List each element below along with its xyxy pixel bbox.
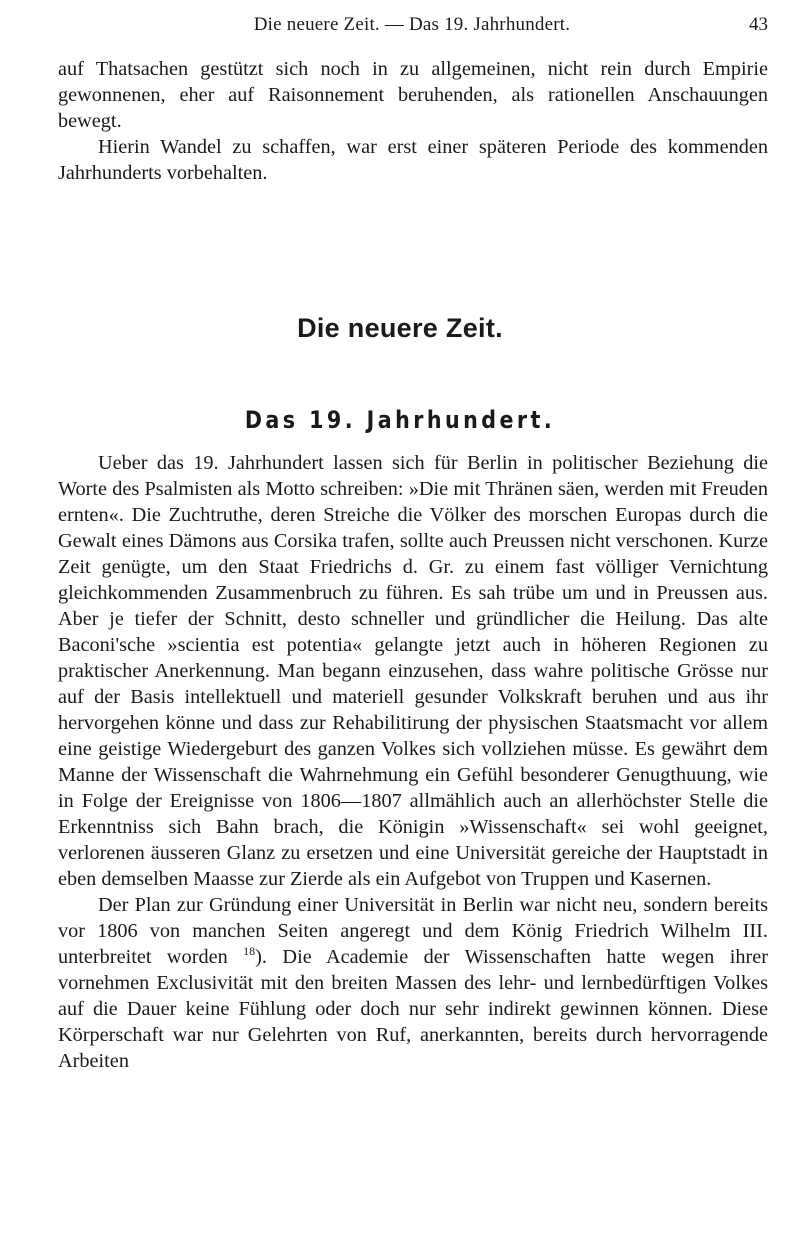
body-text	[58, 450, 768, 1074]
running-title: Die neuere Zeit. — Das 19. Jahrhundert.	[253, 14, 571, 35]
running-head	[56, 14, 768, 40]
section-subtitle: Das 19. Jahrhundert.	[244, 406, 556, 434]
section-title: Die neuere Zeit.	[297, 313, 503, 343]
intro-paragraph-1: auf Thatsachen gestützt sich noch in zu allgemeinen, nicht rein durch Empirie gewonnenen, eher auf Raisonnement beruhenden, als rationellen Anschauungen bewegt.	[58, 58, 768, 132]
body-paragraph-2-rest: ). Die Academie der Wissenschaften hatte wegen ihrer vornehmen Exclusivität mit den breiten Massen des lehr- und lernbedürftigen Volkes auf die Dauer keine Fühlung oder doch nur sehr indirekt gewinnen können. Diese Körperschaft war nur Gelehrten von Ruf, anerkannten, bereits durch hervorragende Arbeiten	[58, 946, 768, 1072]
body-paragraph-1: Ueber das 19. Jahrhundert lassen sich für Berlin in politischer Beziehung die Worte des Psalmisten als Motto schreiben: »Die mit Thränen säen, werden mit Freuden ernten«. Die Zuchtruthe, deren Streiche die Völker des morschen Europas durch die Gewalt eines Dämons aus Corsika trafen, sollte auch Preussen nicht verschonen. Kurze Zeit genügte, um den Staat Friedrichs d. Gr. zu einem fast völliger Vernichtung gleichkommenden Zusammenbruch zu führen. Es sah trübe um und in Preussen aus. Aber je tiefer der Schnitt, desto schneller und gründlicher die Heilung. Das alte Baconi'sche »scientia est potentia« gelangte jetzt auch in höheren Regionen zu praktischer Anerkennung. Man begann einzusehen, dass wahre politische Grösse nur auf der Basis intellektuell und materiell gesunder Volkskraft beruhen und aus ihr hervorgehen könne und dass zur Rehabilitirung der physischen Staatsmacht vor allem eine geistige Wiedergeburt des ganzen Volkes sich vollziehen müsse. Es gewährt dem Manne der Wissenschaft die Wahrnehmung ein Gefühl besonderer Genugthuung, wie in Folge der Ereignisse von 1806—1807 allmählich auch an allerhöchster Stelle die Erkenntniss sich Bahn brach, die Königin »Wissenschaft« sei wohl geeignet, verlorenen äusseren Glanz zu ersetzen und eine Universität gereiche der Hauptstadt in eben demselben Maasse zur Zierde als ein Aufgebot von Truppen und Kasernen.	[58, 452, 768, 890]
footnote-marker[interactable]: 18	[243, 944, 256, 958]
body-paragraph-2	[58, 892, 768, 1074]
page-number: 43	[749, 14, 768, 35]
intro-text	[58, 56, 768, 186]
intro-paragraph-2: Hierin Wandel zu schaffen, war erst einer späteren Periode des kommenden Jahrhunderts vorbehalten.	[58, 136, 768, 184]
body-paragraph-2-start: Der Plan zur Gründung einer Universität in Berlin war nicht neu, sondern bereits vor 1806 von manchen Seiten angeregt und dem König Friedrich Wilhelm III. unterbreitet worden	[58, 894, 768, 968]
